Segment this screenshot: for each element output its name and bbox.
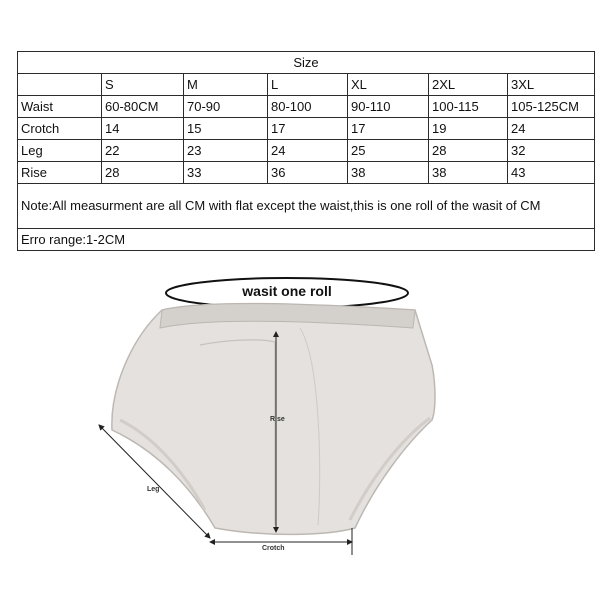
table-cell: 15: [184, 118, 268, 140]
table-title: Size: [18, 52, 595, 74]
rise-label: Rise: [270, 416, 285, 423]
table-cell: 24: [508, 118, 595, 140]
row-label: Leg: [18, 140, 102, 162]
table-cell: 38: [429, 162, 508, 184]
table-row: [18, 118, 595, 140]
table-cell: 28: [429, 140, 508, 162]
table-cell: 60-80CM: [102, 96, 184, 118]
table-cell: 36: [268, 162, 348, 184]
header-cell: XL: [348, 74, 429, 96]
table-cell: 19: [429, 118, 508, 140]
table-cell: 70-90: [184, 96, 268, 118]
table-row: [18, 162, 595, 184]
header-cell: M: [184, 74, 268, 96]
table-cell: 105-125CM: [508, 96, 595, 118]
row-label: Rise: [18, 162, 102, 184]
table-cell: 43: [508, 162, 595, 184]
crotch-label: Crotch: [262, 545, 285, 552]
table-title-row: [18, 52, 595, 74]
table-cell: 33: [184, 162, 268, 184]
table-cell: 28: [102, 162, 184, 184]
header-cell: S: [102, 74, 184, 96]
brief-illustration: [0, 270, 615, 615]
table-cell: 17: [268, 118, 348, 140]
note-row: [18, 184, 595, 229]
table-row: [18, 140, 595, 162]
brief-measurement-figure: [0, 270, 615, 615]
waist-roll-label: wasit one roll: [242, 283, 332, 299]
table-cell: 100-115: [429, 96, 508, 118]
table-cell: 24: [268, 140, 348, 162]
header-cell: 2XL: [429, 74, 508, 96]
measurement-note: Note:All measurment are all CM with flat except the waist,this is one roll of the wasit of CM: [18, 184, 595, 229]
header-cell: [18, 74, 102, 96]
table-cell: 80-100: [268, 96, 348, 118]
table-cell: 22: [102, 140, 184, 162]
table-cell: 32: [508, 140, 595, 162]
table-cell: 17: [348, 118, 429, 140]
row-label: Crotch: [18, 118, 102, 140]
table-cell: 38: [348, 162, 429, 184]
table-header-row: [18, 74, 595, 96]
row-label: Waist: [18, 96, 102, 118]
table-row: [18, 96, 595, 118]
leg-label: Leg: [147, 486, 160, 493]
header-cell: L: [268, 74, 348, 96]
header-cell: 3XL: [508, 74, 595, 96]
table-cell: 90-110: [348, 96, 429, 118]
size-chart-table: [17, 51, 595, 251]
error-range-text: Erro range:1-2CM: [18, 229, 595, 251]
table-cell: 25: [348, 140, 429, 162]
table-cell: 23: [184, 140, 268, 162]
error-range-row: [18, 229, 595, 251]
table-cell: 14: [102, 118, 184, 140]
